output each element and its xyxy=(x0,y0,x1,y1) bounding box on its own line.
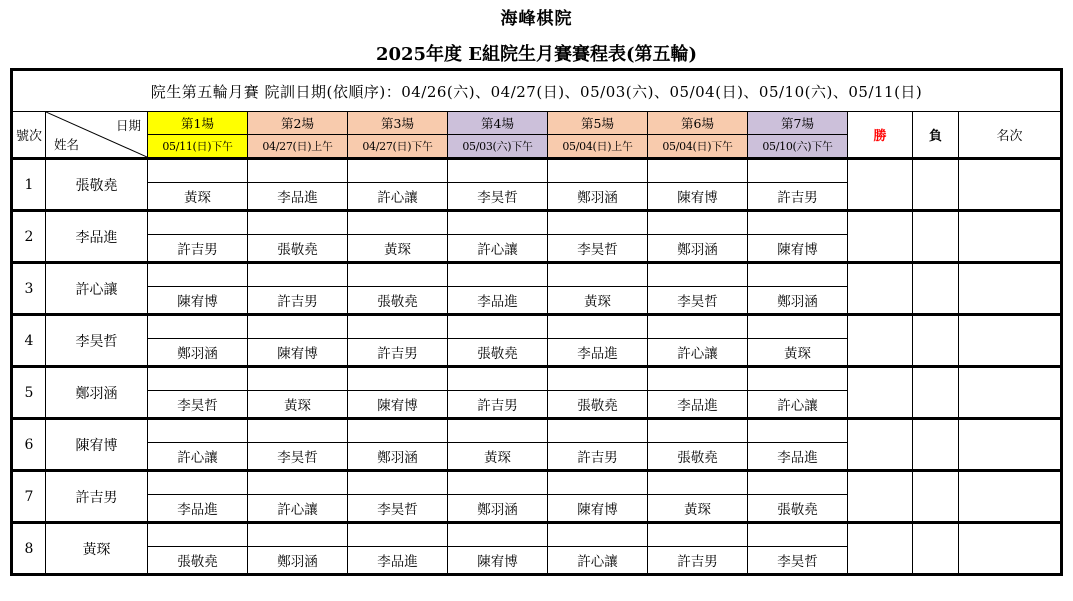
rank-header: 名次 xyxy=(959,112,1062,159)
name-header-label: 姓名 xyxy=(54,137,80,152)
player-row xyxy=(12,523,1062,547)
result-cell[interactable] xyxy=(248,471,348,495)
player-name: 黃琛 xyxy=(46,523,148,575)
win-count-cell[interactable] xyxy=(848,419,913,471)
loss-count-cell[interactable] xyxy=(913,211,959,263)
result-cell[interactable] xyxy=(448,211,548,235)
opponent-name: 李昊哲 xyxy=(548,235,648,263)
player-name: 張敬堯 xyxy=(46,159,148,211)
result-cell[interactable] xyxy=(748,471,848,495)
result-cell[interactable] xyxy=(248,263,348,287)
rank-cell[interactable] xyxy=(959,263,1062,315)
round-2-label: 第2場 xyxy=(248,112,348,135)
opponent-name: 許吉男 xyxy=(548,443,648,471)
training-dates-info: 院生第五輪月賽 院訓日期(依順序)：04/26(六)、04/27(日)、05/03(六)、05/04(日)、05/10(六)、05/11(日) xyxy=(12,70,1062,112)
result-cell[interactable] xyxy=(248,367,348,391)
result-cell[interactable] xyxy=(748,523,848,547)
result-cell[interactable] xyxy=(648,471,748,495)
result-cell[interactable] xyxy=(548,367,648,391)
loss-count-cell[interactable] xyxy=(913,263,959,315)
rank-cell[interactable] xyxy=(959,419,1062,471)
result-cell[interactable] xyxy=(548,159,648,183)
result-cell[interactable] xyxy=(648,419,748,443)
opponent-name: 鄭羽涵 xyxy=(648,235,748,263)
result-cell[interactable] xyxy=(348,523,448,547)
result-cell[interactable] xyxy=(348,159,448,183)
win-count-cell[interactable] xyxy=(848,523,913,575)
opponent-name: 鄭羽涵 xyxy=(348,443,448,471)
result-cell[interactable] xyxy=(448,315,548,339)
round-6-label: 第6場 xyxy=(648,112,748,135)
schedule-title: 2025年度 E組院生月賽賽程表(第五輪) xyxy=(375,44,698,65)
opponent-name: 李品進 xyxy=(648,391,748,419)
org-title: 海峰棋院 xyxy=(500,9,573,29)
result-cell[interactable] xyxy=(548,523,648,547)
player-number: 8 xyxy=(12,523,46,575)
opponent-name: 許吉男 xyxy=(348,339,448,367)
win-count-cell[interactable] xyxy=(848,367,913,419)
player-name: 李昊哲 xyxy=(46,315,148,367)
result-cell[interactable] xyxy=(248,419,348,443)
opponent-name: 陳宥博 xyxy=(148,287,248,315)
result-cell[interactable] xyxy=(348,315,448,339)
rank-cell[interactable] xyxy=(959,367,1062,419)
opponent-name: 李品進 xyxy=(548,339,648,367)
opponent-name: 黃琛 xyxy=(248,391,348,419)
opponent-name: 張敬堯 xyxy=(148,547,248,575)
result-cell[interactable] xyxy=(648,315,748,339)
result-cell[interactable] xyxy=(648,159,748,183)
player-row xyxy=(12,419,1062,443)
player-name: 許吉男 xyxy=(46,471,148,523)
opponent-name: 張敬堯 xyxy=(748,495,848,523)
result-cell[interactable] xyxy=(448,523,548,547)
opponent-name: 鄭羽涵 xyxy=(148,339,248,367)
loss-count-cell[interactable] xyxy=(913,523,959,575)
result-cell[interactable] xyxy=(348,263,448,287)
result-cell[interactable] xyxy=(548,471,648,495)
opponent-name: 李昊哲 xyxy=(748,547,848,575)
result-cell[interactable] xyxy=(148,315,248,339)
player-name: 鄭羽涵 xyxy=(46,367,148,419)
round-6-date: 05/04(日)下午 xyxy=(648,135,748,159)
win-count-cell[interactable] xyxy=(848,471,913,523)
player-name: 陳宥博 xyxy=(46,419,148,471)
opponent-name: 許心讓 xyxy=(348,183,448,211)
result-cell[interactable] xyxy=(748,211,848,235)
opponent-name: 李昊哲 xyxy=(348,495,448,523)
opponent-name: 張敬堯 xyxy=(548,391,648,419)
win-count-cell[interactable] xyxy=(848,315,913,367)
player-name: 李品進 xyxy=(46,211,148,263)
player-number: 4 xyxy=(12,315,46,367)
player-row xyxy=(12,211,1062,235)
player-number: 5 xyxy=(12,367,46,419)
loss-count-cell[interactable] xyxy=(913,471,959,523)
win-count-cell[interactable] xyxy=(848,263,913,315)
round-1-date: 05/11(日)下午 xyxy=(148,135,248,159)
opponent-name: 黃琛 xyxy=(148,183,248,211)
opponent-name: 陳宥博 xyxy=(448,547,548,575)
opponent-name: 黃琛 xyxy=(348,235,448,263)
result-cell[interactable] xyxy=(648,263,748,287)
opponent-name: 鄭羽涵 xyxy=(248,547,348,575)
opponent-name: 李品進 xyxy=(348,547,448,575)
round-7-date: 05/10(六)下午 xyxy=(748,135,848,159)
result-cell[interactable] xyxy=(748,367,848,391)
opponent-name: 鄭羽涵 xyxy=(548,183,648,211)
result-cell[interactable] xyxy=(648,211,748,235)
opponent-name: 許心讓 xyxy=(148,443,248,471)
opponent-name: 張敬堯 xyxy=(348,287,448,315)
opponent-name: 許吉男 xyxy=(648,547,748,575)
opponent-name: 許心讓 xyxy=(248,495,348,523)
result-cell[interactable] xyxy=(248,159,348,183)
result-cell[interactable] xyxy=(248,315,348,339)
info-row xyxy=(12,70,1062,112)
round-5-date: 05/04(日)上午 xyxy=(548,135,648,159)
opponent-name: 黃琛 xyxy=(448,443,548,471)
opponent-name: 張敬堯 xyxy=(448,339,548,367)
schedule-table xyxy=(10,68,1063,576)
opponent-name: 李品進 xyxy=(148,495,248,523)
win-count-cell[interactable] xyxy=(848,159,913,211)
result-cell[interactable] xyxy=(348,211,448,235)
opponent-name: 許心讓 xyxy=(648,339,748,367)
result-cell[interactable] xyxy=(448,263,548,287)
rank-cell[interactable] xyxy=(959,471,1062,523)
player-row xyxy=(12,367,1062,391)
player-number: 7 xyxy=(12,471,46,523)
result-cell[interactable] xyxy=(648,367,748,391)
opponent-name: 張敬堯 xyxy=(648,443,748,471)
result-cell[interactable] xyxy=(348,367,448,391)
result-cell[interactable] xyxy=(748,159,848,183)
round-4-date: 05/03(六)下午 xyxy=(448,135,548,159)
result-cell[interactable] xyxy=(348,471,448,495)
round-3-date: 04/27(日)下午 xyxy=(348,135,448,159)
player-number: 6 xyxy=(12,419,46,471)
result-cell[interactable] xyxy=(748,419,848,443)
opponent-name: 許心讓 xyxy=(748,391,848,419)
loss-count-cell[interactable] xyxy=(913,315,959,367)
win-header: 勝 xyxy=(848,112,913,159)
opponent-name: 黃琛 xyxy=(548,287,648,315)
opponent-name: 李昊哲 xyxy=(648,287,748,315)
loss-count-cell[interactable] xyxy=(913,367,959,419)
loss-count-cell[interactable] xyxy=(913,419,959,471)
opponent-name: 李品進 xyxy=(448,287,548,315)
opponent-name: 陳宥博 xyxy=(648,183,748,211)
player-name: 許心讓 xyxy=(46,263,148,315)
player-number: 3 xyxy=(12,263,46,315)
opponent-name: 張敬堯 xyxy=(248,235,348,263)
round-2-date: 04/27(日)上午 xyxy=(248,135,348,159)
opponent-name: 李昊哲 xyxy=(448,183,548,211)
result-cell[interactable] xyxy=(448,367,548,391)
opponent-name: 黃琛 xyxy=(748,339,848,367)
opponent-name: 李昊哲 xyxy=(248,443,348,471)
result-cell[interactable] xyxy=(148,211,248,235)
result-cell[interactable] xyxy=(548,419,648,443)
result-cell[interactable] xyxy=(748,315,848,339)
result-cell[interactable] xyxy=(548,315,648,339)
result-cell[interactable] xyxy=(448,471,548,495)
opponent-name: 李昊哲 xyxy=(148,391,248,419)
result-cell[interactable] xyxy=(748,263,848,287)
date-header-label: 日期 xyxy=(115,118,141,133)
result-cell[interactable] xyxy=(548,263,648,287)
round-7-label: 第7場 xyxy=(748,112,848,135)
opponent-name: 陳宥博 xyxy=(348,391,448,419)
result-cell[interactable] xyxy=(548,211,648,235)
opponent-name: 許吉男 xyxy=(248,287,348,315)
result-cell[interactable] xyxy=(148,263,248,287)
loss-header: 負 xyxy=(913,112,959,159)
opponent-name: 李品進 xyxy=(248,183,348,211)
opponent-name: 許心讓 xyxy=(548,547,648,575)
round-1-label: 第1場 xyxy=(148,112,248,135)
rank-cell[interactable] xyxy=(959,523,1062,575)
result-cell[interactable] xyxy=(448,419,548,443)
round-4-label: 第4場 xyxy=(448,112,548,135)
result-cell[interactable] xyxy=(148,419,248,443)
result-cell[interactable] xyxy=(648,523,748,547)
opponent-name: 鄭羽涵 xyxy=(748,287,848,315)
result-cell[interactable] xyxy=(148,367,248,391)
opponent-name: 李品進 xyxy=(748,443,848,471)
opponent-name: 許心讓 xyxy=(448,235,548,263)
loss-count-cell[interactable] xyxy=(913,159,959,211)
opponent-name: 陳宥博 xyxy=(748,235,848,263)
opponent-name: 鄭羽涵 xyxy=(448,495,548,523)
win-count-cell[interactable] xyxy=(848,211,913,263)
rank-cell[interactable] xyxy=(959,159,1062,211)
result-cell[interactable] xyxy=(148,159,248,183)
opponent-name: 許吉男 xyxy=(148,235,248,263)
round-5-label: 第5場 xyxy=(548,112,648,135)
opponent-name: 黃琛 xyxy=(648,495,748,523)
result-cell[interactable] xyxy=(448,159,548,183)
header-row-rounds xyxy=(12,112,1062,135)
opponent-name: 許吉男 xyxy=(748,183,848,211)
result-cell[interactable] xyxy=(248,523,348,547)
opponent-name: 陳宥博 xyxy=(248,339,348,367)
number-header: 號次 xyxy=(12,112,46,159)
date-name-corner-header xyxy=(46,112,148,159)
player-row xyxy=(12,263,1062,287)
rank-cell[interactable] xyxy=(959,211,1062,263)
round-3-label: 第3場 xyxy=(348,112,448,135)
player-number: 2 xyxy=(12,211,46,263)
result-cell[interactable] xyxy=(148,471,248,495)
opponent-name: 許吉男 xyxy=(448,391,548,419)
opponent-name: 陳宥博 xyxy=(548,495,648,523)
rank-cell[interactable] xyxy=(959,315,1062,367)
result-cell[interactable] xyxy=(348,419,448,443)
result-cell[interactable] xyxy=(248,211,348,235)
result-cell[interactable] xyxy=(148,523,248,547)
player-row xyxy=(12,159,1062,183)
player-row xyxy=(12,471,1062,495)
player-row xyxy=(12,315,1062,339)
player-number: 1 xyxy=(12,159,46,211)
